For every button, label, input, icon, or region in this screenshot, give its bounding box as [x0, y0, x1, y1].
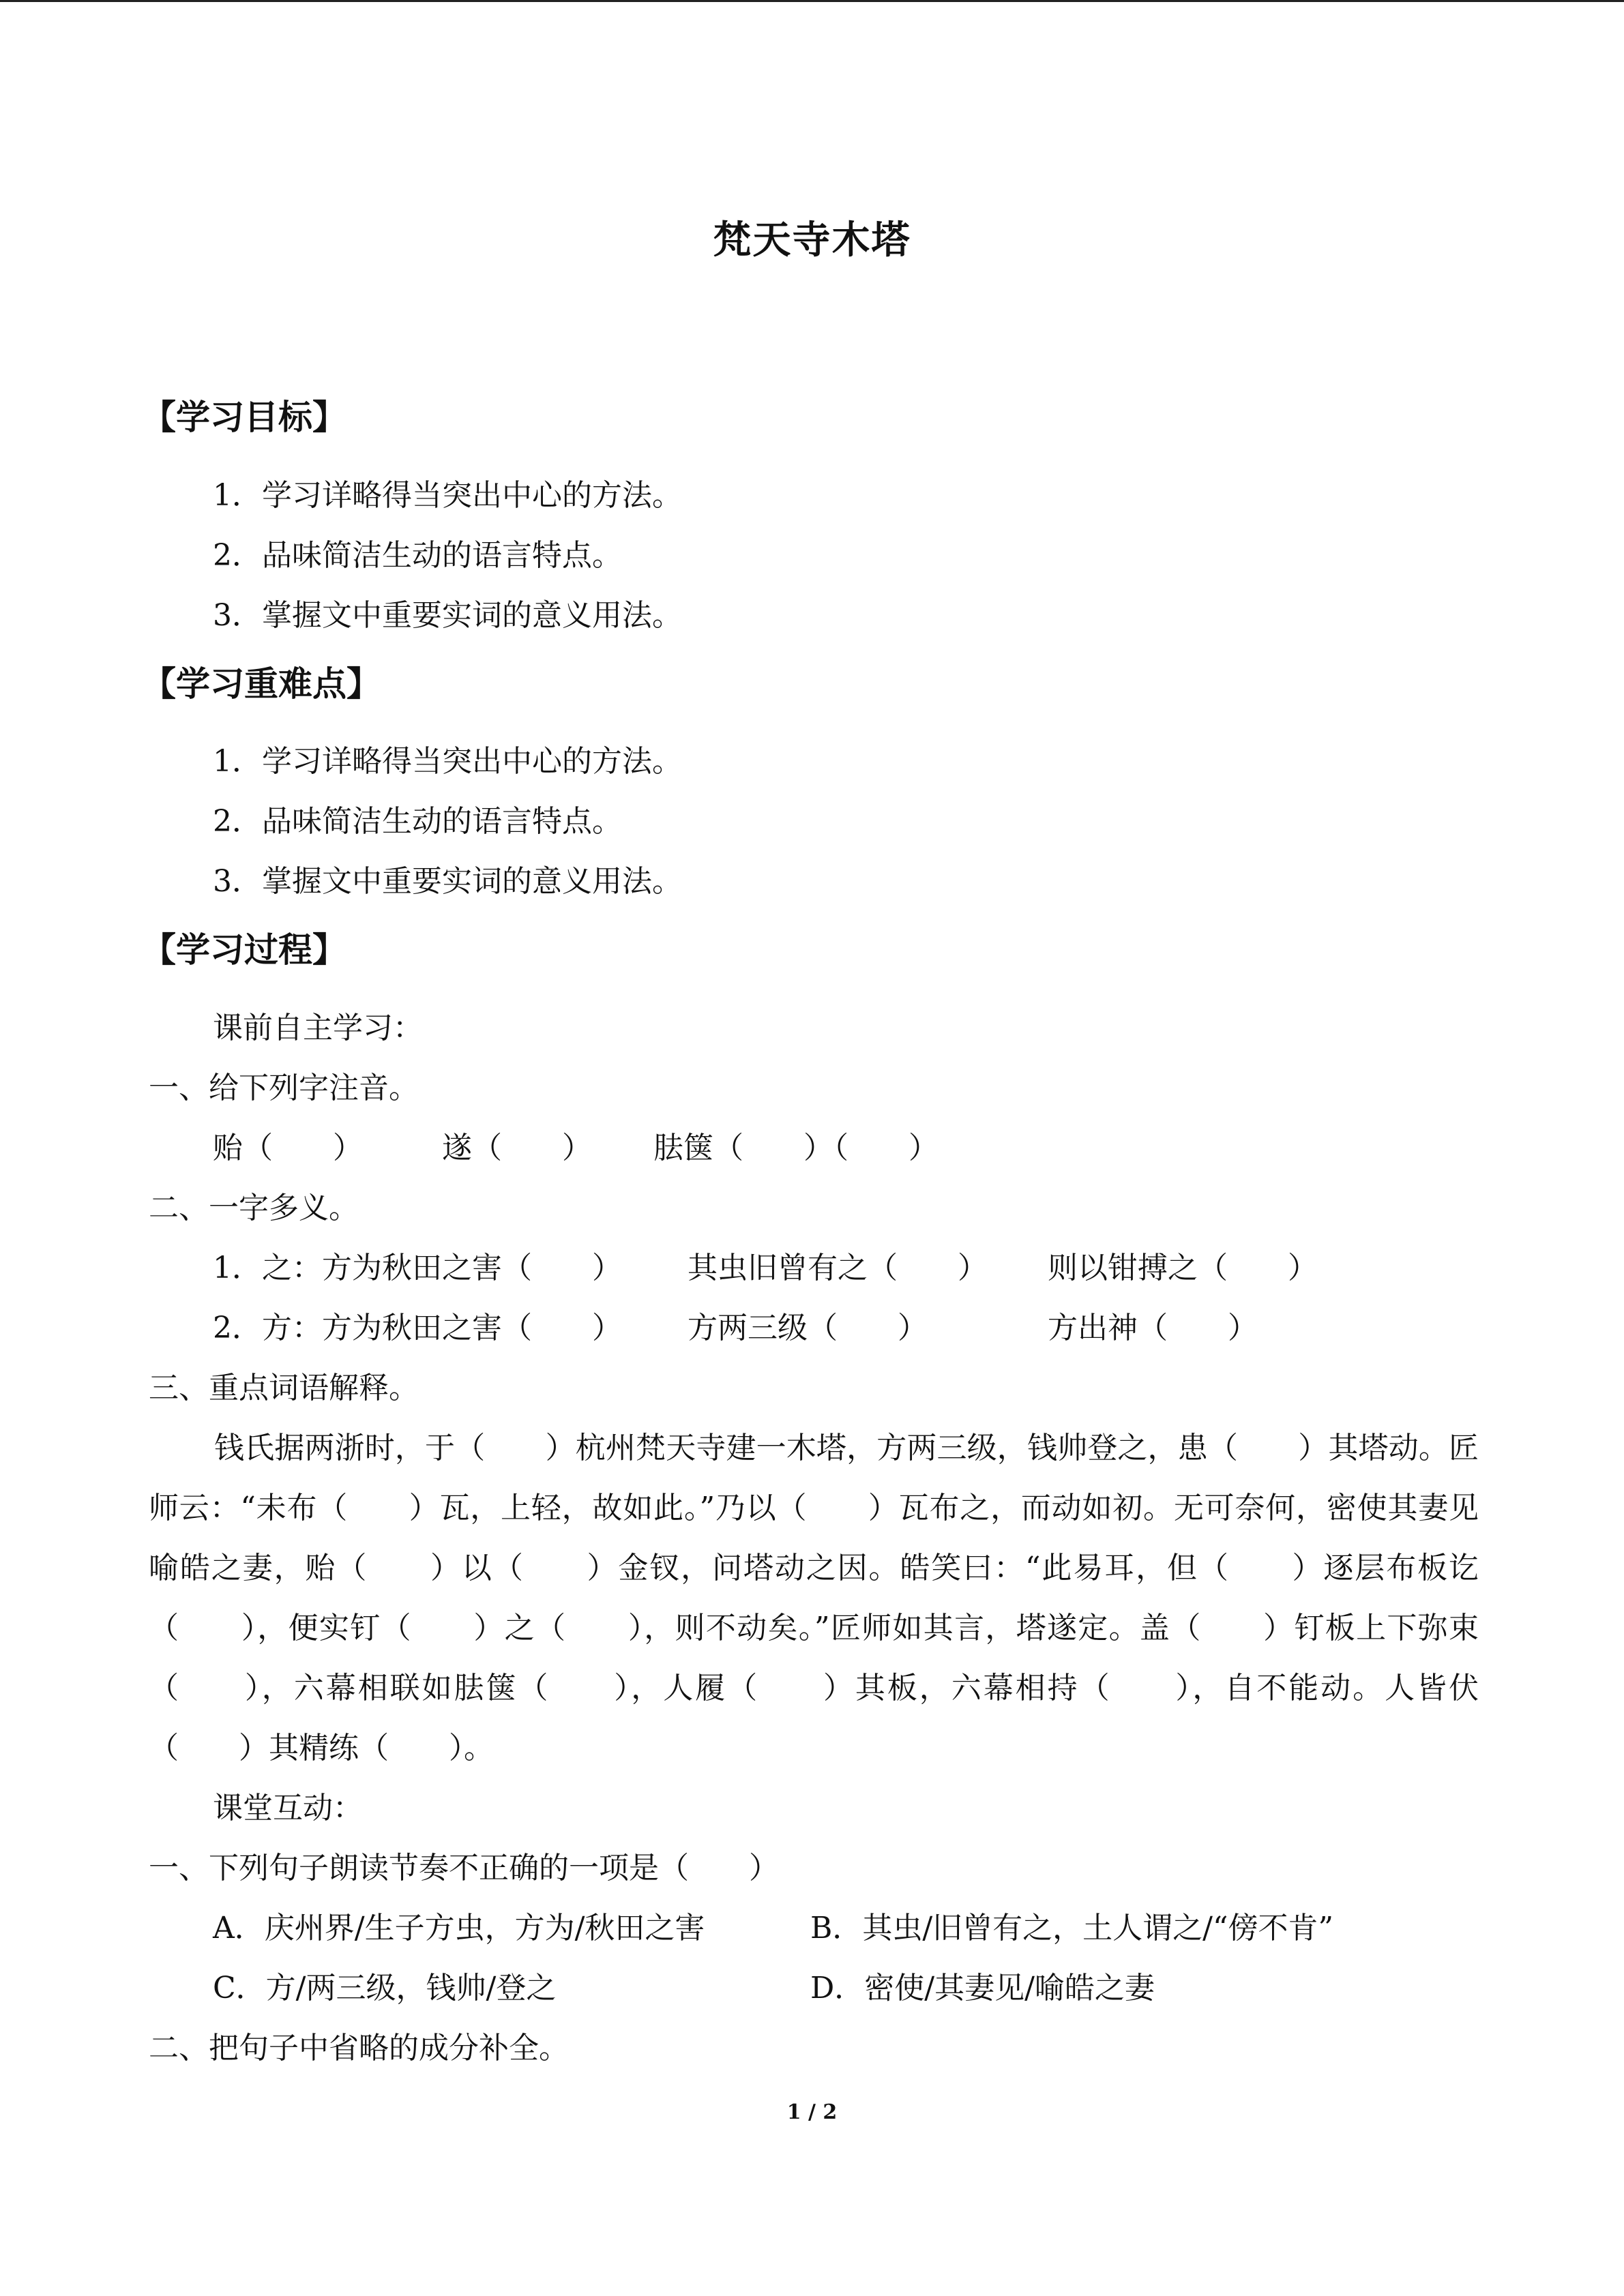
option-d: D．密使/其妻见/喻皓之妻 [810, 1971, 1155, 2006]
difficulty-item: 1．学习详略得当突出中心的方法。 [213, 744, 682, 779]
question-1-title: 一、给下列字注音。 [149, 1071, 419, 1105]
option-c: C．方/两三级，钱帅/登之 [213, 1971, 557, 2006]
difficulty-item: 2．品味简洁生动的语言特点。 [213, 804, 622, 839]
q1-item: 遂（ ） [442, 1131, 592, 1165]
q1-item: 胠箧（ ）（ ） [653, 1131, 939, 1165]
page-title: 梵天寺木塔 [713, 218, 911, 263]
difficulty-item: 3．掌握文中重要实词的意义用法。 [213, 864, 682, 899]
pre-class-label: 课前自主学习： [213, 1011, 423, 1045]
q1-item: 贻（ ） [213, 1131, 363, 1165]
class-question-1-title: 一、下列句子朗读节奏不正确的一项是（ ） [149, 1851, 779, 1885]
q2-item: 方出神（ ） [1048, 1311, 1258, 1345]
option-b: B．其虫/旧曾有之，土人谓之/“傍不肯” [810, 1911, 1333, 1945]
in-class-label: 课堂互动： [213, 1791, 363, 1825]
option-a: A．庆州界/生子方虫，方为/秋田之害 [213, 1911, 705, 1945]
q2-item: 方两三级（ ） [688, 1311, 928, 1345]
section-heading-difficulty: 【学习重难点】 [142, 664, 381, 704]
question-3-title: 三、重点词语解释。 [149, 1371, 419, 1405]
goal-item: 3．掌握文中重要实词的意义用法。 [213, 598, 682, 633]
page-number: 1 / 2 [786, 2100, 838, 2124]
q2-item: 2．方：方为秋田之害（ ） [213, 1311, 622, 1345]
passage-text: 钱氏据两浙时，于（ ）杭州梵天寺建一木塔，方两三级，钱帅登之，患（ ）其塔动。匠师云：“未布（ ）瓦，上轻，故如此。”乃以（ ）瓦布之，而动如初。无可奈何，密使其妻见喻皓之妻，贻（ ）以（ ）金钗，问塔动之因。皓笑曰：“此易耳，但（ ）逐层布板讫（ ），便实钉（ ）之（ ），则不动矣。”匠师如其言，塔遂定。盖（ ）钉板上下弥束（ ），六幕相联如胠箧（ ），人履（ ）其板，六幕相持（ ），自不能动。人皆伏（ ）其精练（ ）。 [149, 1431, 1479, 1765]
goal-item: 1．学习详略得当突出中心的方法。 [213, 478, 682, 513]
q2-item: 1．之：方为秋田之害（ ） [213, 1251, 622, 1285]
section-heading-process: 【学习过程】 [142, 930, 346, 970]
page-top-border [0, 0, 1624, 2]
class-question-2-title: 二、把句子中省略的成分补全。 [149, 2031, 569, 2066]
section-heading-goals: 【学习目标】 [142, 398, 346, 437]
question-2-title: 二、一字多义。 [149, 1191, 359, 1225]
goal-item: 2．品味简洁生动的语言特点。 [213, 538, 622, 573]
q2-item: 其虫旧曾有之（ ） [688, 1251, 988, 1285]
q2-item: 则以钳搏之（ ） [1048, 1251, 1318, 1285]
